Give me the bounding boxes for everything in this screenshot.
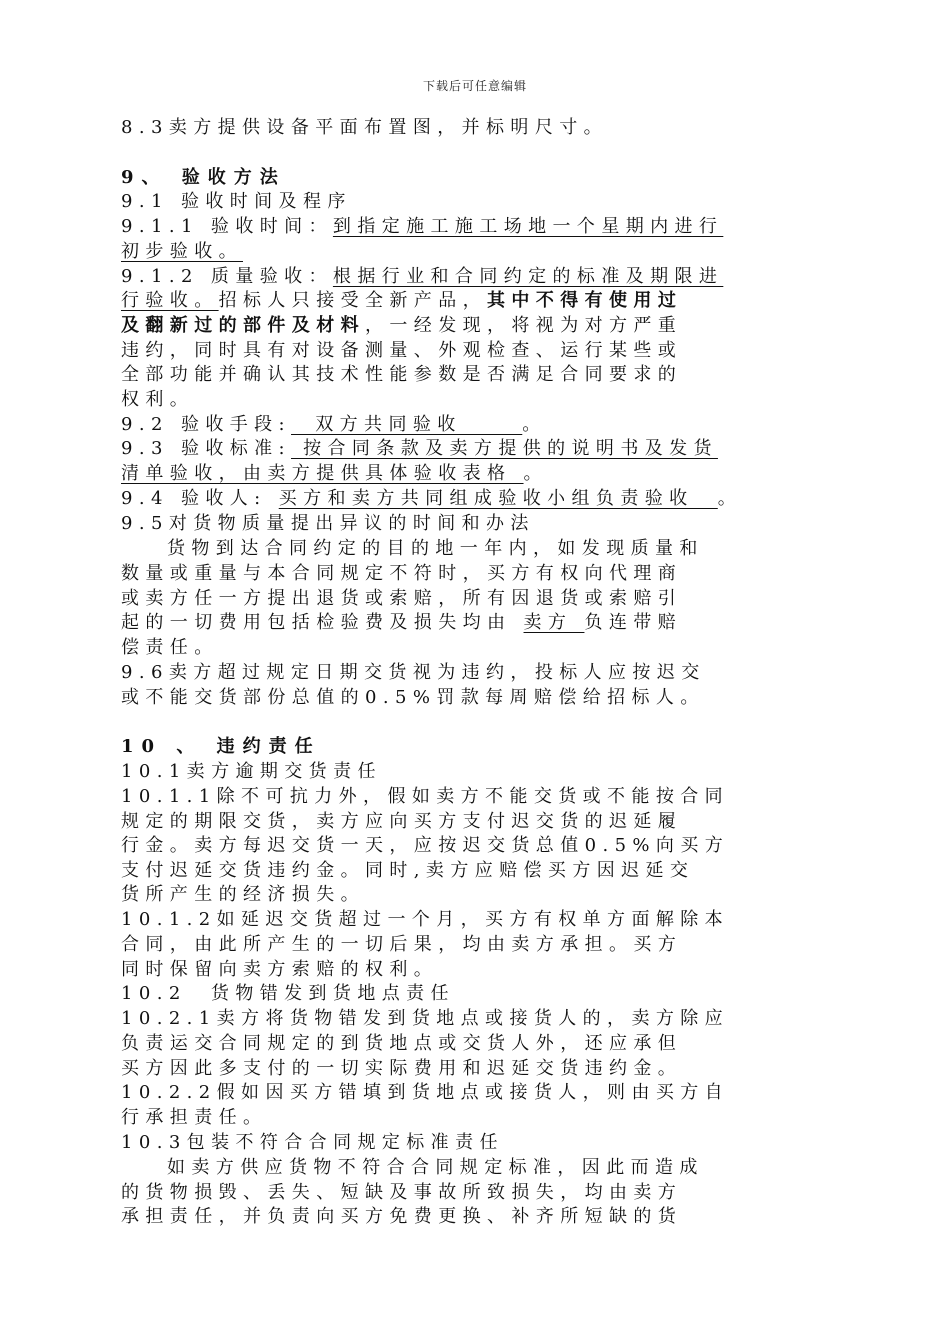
- clause-9-1-2-line2: 行验收。招标人只接受全新产品，其中不得有使用过: [121, 290, 683, 311]
- clause-10-3-para-line2: 的货物损毁、丢失、短缺及事故所致损失，均由卖方: [121, 1182, 683, 1203]
- clause-10-2-2-line1: 10.2.2假如因买方错填到货地点或接货人，则由买方自: [121, 1082, 730, 1103]
- clause-10-2-1-line2: 负责运交合同规定的到货地点或交货人外，还应承但: [121, 1033, 683, 1054]
- clause-10-2-1-line3: 买方因此多支付的一切实际费用和迟延交货违约金。: [121, 1058, 683, 1079]
- clause-10-3: 10.3包装不符合合同规定标准责任: [121, 1132, 504, 1153]
- clause-9-1-2: 9.1.2 质量验收：根据行业和合同约定的标准及期限进: [121, 266, 724, 287]
- clause-9-2: 9.2 验收手段: 双方共同验收 。: [121, 414, 547, 435]
- clause-9-1-2-line6: 权利。: [121, 389, 195, 410]
- page-header: 下载后可任意编辑: [422, 79, 527, 93]
- section-10-heading: 10 、 违约责任: [121, 736, 321, 757]
- clause-10-1-2-line3: 同时保留向卖方索赔的权利。: [121, 959, 439, 980]
- clause-9-1-2-line4: 违约，同时具有对设备测量、外观检查、运行某些或: [121, 340, 683, 361]
- clause-10-1-1-line3: 行金。卖方每迟交货一天，应按迟交货总值0.5%向买方: [121, 835, 730, 856]
- clause-9-5-para-line5: 偿责任。: [121, 637, 219, 658]
- clause-10-1-1-line2: 规定的期限交货，卖方应向买方支付迟交货的迟延履: [121, 811, 683, 832]
- clause-10-2-1-line1: 10.2.1卖方将货物错发到货地点或接货人的，卖方除应: [121, 1008, 730, 1029]
- clause-9-5-para-line3: 或卖方任一方提出退货或索赔，所有因退货或索赔引: [121, 588, 683, 609]
- clause-9-4: 9.4 验收人: 买方和卖方共同组成验收小组负责验收 。: [121, 488, 743, 509]
- clause-9-1-1-cont: 初步验收。: [121, 241, 243, 262]
- clause-9-3-cont: 清单验收，由卖方提供具体验收表格 。: [121, 463, 548, 484]
- clause-10-3-para-line3: 承担责任，并负责向买方免费更换、补齐所短缺的货: [121, 1206, 683, 1227]
- clause-8-3: 8.3卖方提供设备平面布置图，并标明尺寸。: [121, 117, 609, 138]
- clause-10-2: 10.2 货物错发到货地点责任: [121, 983, 455, 1004]
- clause-10-2-2-line2: 行承担责任。: [121, 1107, 268, 1128]
- clause-9-5-para-line4: 起的一切费用包括检验费及损失均由 卖方 负连带赔: [121, 612, 683, 633]
- clause-9-1-2-line5: 全部功能并确认其技术性能参数是否满足合同要求的: [121, 364, 683, 385]
- clause-10-1-1-line4: 支付迟延交货违约金。同时,卖方应赔偿买方因迟延交: [121, 860, 695, 881]
- clause-9-1-2-line3: 及翻新过的部件及材料，一经发现，将视为对方严重: [121, 315, 683, 336]
- clause-9-5: 9.5对货物质量提出异议的时间和办法: [121, 513, 535, 534]
- clause-10-1-2-line2: 合同，由此所产生的一切后果，均由卖方承担。买方: [121, 934, 683, 955]
- clause-10-1-1-line1: 10.1.1除不可抗力外，假如卖方不能交货或不能按合同: [121, 786, 730, 807]
- clause-9-5-para-line2: 数量或重量与本合同规定不符时，买方有权向代理商: [121, 563, 683, 584]
- clause-10-1-2-line1: 10.1.2如延迟交货超过一个月，买方有权单方面解除本: [121, 909, 730, 930]
- clause-10-3-para-line1: 如卖方供应货物不符合合同规定标准，因此而造成: [167, 1157, 704, 1178]
- clause-10-1: 10.1卖方逾期交货责任: [121, 761, 382, 782]
- clause-9-6: 9.6卖方超过规定日期交货视为违约，投标人应按迟交: [121, 662, 706, 683]
- clause-9-5-para-line1: 货物到达合同约定的目的地一年内，如发现质量和: [167, 538, 704, 559]
- clause-9-1-1: 9.1.1 验收时间：到指定施工施工场地一个星期内进行: [121, 216, 724, 237]
- clause-10-1-1-line5: 货所产生的经济损失。: [121, 884, 365, 905]
- section-9-heading: 9、 验收方法: [121, 167, 286, 188]
- clause-9-1: 9.1 验收时间及程序: [121, 191, 352, 212]
- clause-9-3: 9.3 验收标准: 按合同条款及卖方提供的说明书及发货: [121, 438, 718, 459]
- clause-9-6-cont: 或不能交货部份总值的0.5%罚款每周赔偿给招标人。: [121, 687, 705, 708]
